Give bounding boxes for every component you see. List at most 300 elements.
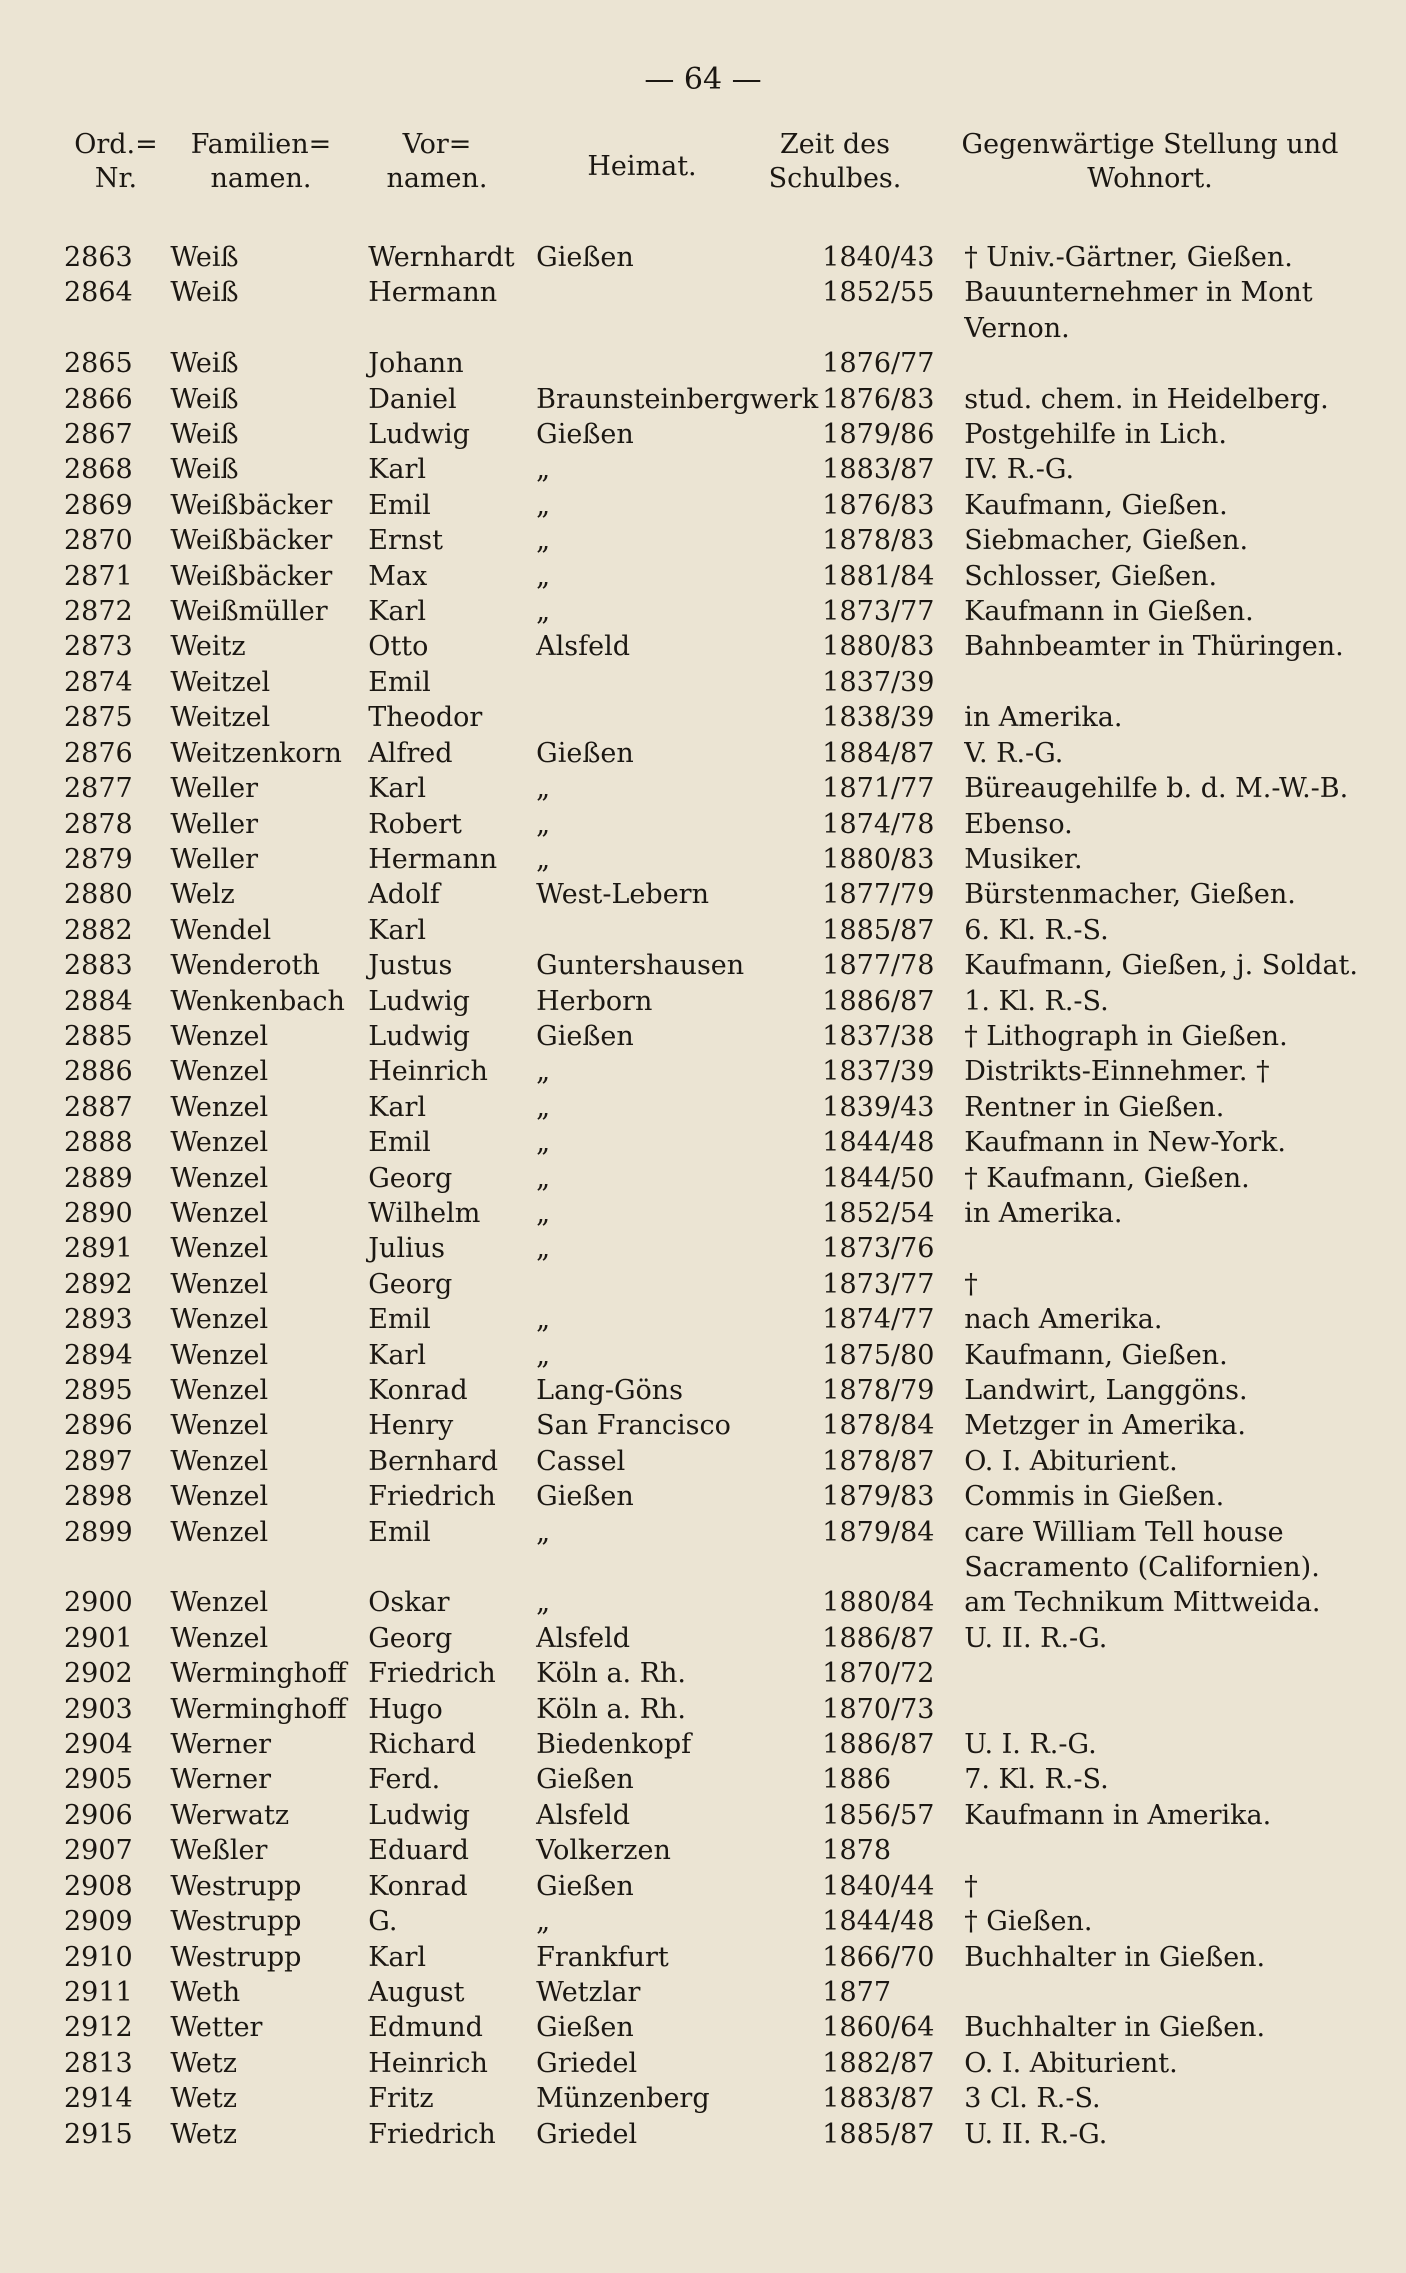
table-row <box>64 1798 1406 1833</box>
entry-number: 2908 <box>64 1870 133 1902</box>
school-period: 1875/80 <box>822 1339 935 1371</box>
table-row <box>64 1161 1406 1196</box>
first-name: Heinrich <box>368 1056 488 1088</box>
table-row <box>64 877 1406 912</box>
entry-number: 2893 <box>64 1304 133 1336</box>
current-position: Büreaugehilfe b. d. M.-W.-B. <box>964 773 1349 805</box>
table-row <box>64 1196 1406 1231</box>
school-period: 1844/50 <box>822 1162 935 1194</box>
family-name: Wenzel <box>170 1339 269 1371</box>
hometown: „ <box>536 1091 551 1123</box>
school-period: 1877 <box>822 1976 892 2008</box>
table-row <box>64 807 1406 842</box>
header-ord: Ord.= Nr. <box>74 129 158 194</box>
current-position: Buchhalter in Gießen. <box>964 2012 1266 2044</box>
current-position: O. I. Abiturient. <box>964 2047 1178 2079</box>
school-period: 1878/84 <box>822 1410 935 1442</box>
family-name: Welz <box>170 879 235 911</box>
current-position: in Amerika. <box>964 702 1123 734</box>
first-name: Hermann <box>368 277 498 309</box>
current-position: Musiker. <box>964 843 1083 875</box>
entry-number: 2876 <box>64 737 133 769</box>
entry-number: 2898 <box>64 1481 133 1513</box>
table-row <box>64 1444 1406 1479</box>
hometown: Biedenkopf <box>536 1729 692 1761</box>
family-name: Werner <box>170 1764 272 1796</box>
school-period: 1880/84 <box>822 1587 935 1619</box>
current-position: Kaufmann in Amerika. <box>964 1799 1272 1831</box>
family-name: Wenzel <box>170 1375 269 1406</box>
school-period: 1873/76 <box>822 1233 935 1265</box>
current-position <box>956 1833 1406 1868</box>
entry-number: 2813 <box>64 2047 133 2079</box>
hometown: „ <box>536 773 551 805</box>
current-position: stud. chem. in Heidelberg. <box>964 383 1329 415</box>
current-position: Kaufmann in Gießen. <box>964 596 1254 628</box>
family-name: Weller <box>170 773 259 805</box>
entry-number: 2907 <box>64 1835 133 1867</box>
hometown: „ <box>536 1162 551 1194</box>
entry-number: 2864 <box>64 277 133 309</box>
first-name: Julius <box>368 1233 445 1265</box>
hometown: Braunsteinbergwerk <box>536 383 819 415</box>
school-period: 1852/55 <box>822 277 935 309</box>
hometown: „ <box>536 489 551 521</box>
current-position: Kaufmann in New-York. <box>964 1127 1286 1159</box>
hometown: „ <box>536 1906 551 1938</box>
table-row <box>64 240 1406 275</box>
current-position: 3 Cl. R.-S. <box>964 2083 1101 2115</box>
hometown: Frankfurt <box>536 1941 669 1973</box>
current-position <box>956 346 1406 381</box>
entry-number: 2884 <box>64 985 133 1017</box>
register-table <box>64 240 1406 2152</box>
school-period: 1876/77 <box>822 348 935 380</box>
family-name: Weßler <box>170 1835 268 1867</box>
first-name: Oskar <box>368 1587 450 1619</box>
hometown: Gießen <box>536 737 634 769</box>
family-name: Wenzel <box>170 1020 269 1052</box>
table-row <box>64 1231 1406 1266</box>
first-name: Karl <box>368 773 427 805</box>
family-name: Wenzel <box>170 1445 269 1477</box>
current-position <box>956 1975 1406 2010</box>
entry-number: 2894 <box>64 1339 133 1371</box>
table-row <box>64 275 1406 346</box>
family-name: Wenzel <box>170 1516 269 1548</box>
current-position: care William Tell house Sacramento (Californien). <box>964 1516 1320 1584</box>
hometown: Gießen <box>536 2012 634 2044</box>
hometown <box>536 1267 818 1302</box>
hometown: „ <box>536 1516 551 1548</box>
entry-number: 2889 <box>64 1162 133 1194</box>
school-period: 1874/78 <box>822 808 935 840</box>
school-period: 1886 <box>822 1764 892 1796</box>
first-name: Karl <box>368 1941 427 1973</box>
first-name: G. <box>368 1906 398 1938</box>
hometown <box>536 913 818 948</box>
hometown: „ <box>536 596 551 628</box>
hometown: „ <box>536 1197 551 1229</box>
hometown: „ <box>536 1339 551 1371</box>
entry-number: 2905 <box>64 1764 133 1796</box>
table-row <box>64 594 1406 629</box>
entry-number: 2869 <box>64 489 133 521</box>
family-name: Weißbäcker <box>170 560 333 592</box>
hometown: Gießen <box>536 1764 634 1796</box>
current-position: Metzger in Amerika. <box>964 1410 1246 1442</box>
table-row <box>64 1373 1406 1408</box>
school-period: 1876/83 <box>822 383 935 415</box>
table-row <box>64 1090 1406 1125</box>
hometown: Gießen <box>536 419 634 451</box>
current-position: Buchhalter in Gießen. <box>964 1941 1266 1973</box>
first-name: Karl <box>368 1091 427 1123</box>
school-period: 1878 <box>822 1835 892 1867</box>
first-name: Georg <box>368 1268 453 1300</box>
current-position: U. II. R.-G. <box>964 2118 1108 2150</box>
table-row <box>64 913 1406 948</box>
first-name: Georg <box>368 1622 453 1654</box>
hometown <box>536 665 818 700</box>
table-row <box>64 417 1406 452</box>
hometown: West-Lebern <box>536 879 709 911</box>
table-row <box>64 1727 1406 1762</box>
school-period: 1878/83 <box>822 525 935 557</box>
family-name: Wenzel <box>170 1268 269 1300</box>
current-position: Kaufmann, Gießen. <box>964 1339 1228 1371</box>
entry-number: 2878 <box>64 808 133 840</box>
table-row <box>64 665 1406 700</box>
table-row <box>64 559 1406 594</box>
first-name: Karl <box>368 914 427 946</box>
first-name: Karl <box>368 596 427 628</box>
entry-number: 2866 <box>64 383 133 415</box>
current-position: O. I. Abiturient. <box>964 1445 1178 1477</box>
first-name: Friedrich <box>368 1658 496 1690</box>
hometown <box>536 346 818 381</box>
school-period: 1884/87 <box>822 737 935 769</box>
table-row <box>64 1621 1406 1656</box>
entry-number: 2897 <box>64 1445 133 1477</box>
family-name: Wenzel <box>170 1056 269 1088</box>
first-name: Richard <box>368 1729 476 1761</box>
page-number: — 64 — <box>644 62 762 97</box>
entry-number: 2873 <box>64 631 133 663</box>
hometown: Cassel <box>536 1445 626 1477</box>
table-row <box>64 629 1406 664</box>
family-name: Weißbäcker <box>170 525 333 557</box>
hometown: Griedel <box>536 2118 638 2150</box>
table-row <box>64 1904 1406 1939</box>
family-name: Wetz <box>170 2083 237 2115</box>
table-row <box>64 1869 1406 1904</box>
entry-number: 2903 <box>64 1693 133 1725</box>
school-period: 1856/57 <box>822 1799 935 1831</box>
school-period: 1838/39 <box>822 702 935 734</box>
family-name: Wenzel <box>170 1622 269 1654</box>
first-name: Wilhelm <box>368 1197 481 1229</box>
entry-number: 2867 <box>64 419 133 451</box>
header-zeit: Zeit des Schulbes. <box>768 129 902 194</box>
family-name: Wenzel <box>170 1197 269 1229</box>
first-name: Heinrich <box>368 2047 488 2079</box>
school-period: 1879/86 <box>822 419 935 451</box>
family-name: Westrupp <box>170 1870 302 1902</box>
first-name: Robert <box>368 808 462 840</box>
current-position: U. II. R.-G. <box>964 1622 1108 1654</box>
family-name: Weitz <box>170 631 246 663</box>
family-name: Wenzel <box>170 1410 269 1442</box>
entry-number: 2871 <box>64 560 133 592</box>
entry-number: 2895 <box>64 1375 133 1406</box>
first-name: Karl <box>368 454 427 486</box>
entry-number: 2877 <box>64 773 133 805</box>
family-name: Weißmüller <box>170 596 328 628</box>
table-row <box>64 1338 1406 1373</box>
school-period: 1870/73 <box>822 1693 935 1725</box>
first-name: Emil <box>368 666 431 698</box>
table-row <box>64 2010 1406 2045</box>
family-name: Wenderoth <box>170 950 320 982</box>
table-row <box>64 523 1406 558</box>
entry-number: 2875 <box>64 702 133 734</box>
hometown: Griedel <box>536 2047 638 2079</box>
table-row <box>64 452 1406 487</box>
school-period: 1839/43 <box>822 1091 935 1123</box>
hometown: „ <box>536 843 551 875</box>
first-name: Otto <box>368 631 429 663</box>
school-period: 1877/78 <box>822 950 935 982</box>
school-period: 1883/87 <box>822 454 935 486</box>
school-period: 1840/44 <box>822 1870 935 1902</box>
entry-number: 2914 <box>64 2083 133 2115</box>
hometown: Lang-Göns <box>536 1375 684 1406</box>
header-stellung: Gegenwärtige Stellung und Wohnort. <box>961 129 1339 194</box>
current-position <box>956 1656 1406 1691</box>
table-row <box>64 1515 1406 1586</box>
family-name: Weitzenkorn <box>170 737 342 769</box>
school-period: 1873/77 <box>822 1268 935 1300</box>
current-position: Landwirt, Langgöns. <box>964 1375 1248 1406</box>
school-period: 1885/87 <box>822 914 935 946</box>
family-name: Weiß <box>170 419 239 451</box>
school-period: 1880/83 <box>822 631 935 663</box>
school-period: 1886/87 <box>822 1729 935 1761</box>
school-period: 1837/39 <box>822 1056 935 1088</box>
table-row <box>64 346 1406 381</box>
current-position <box>956 1231 1406 1266</box>
table-row <box>64 2046 1406 2081</box>
first-name: Georg <box>368 1162 453 1194</box>
entry-number: 2912 <box>64 2012 133 2044</box>
current-position: Bahnbeamter in Thüringen. <box>964 631 1344 663</box>
school-period: 1877/79 <box>822 879 935 911</box>
family-name: Weiß <box>170 383 239 415</box>
hometown: „ <box>536 1127 551 1159</box>
family-name: Wetz <box>170 2118 237 2150</box>
entry-number: 2870 <box>64 525 133 557</box>
school-period: 1883/87 <box>822 2083 935 2115</box>
entry-number: 2901 <box>64 1622 133 1654</box>
entry-number: 2891 <box>64 1233 133 1265</box>
first-name: Friedrich <box>368 2118 496 2150</box>
entry-number: 2892 <box>64 1268 133 1300</box>
family-name: Weitzel <box>170 666 271 698</box>
table-row <box>64 948 1406 983</box>
hometown: „ <box>536 1587 551 1619</box>
first-name: Emil <box>368 1516 431 1548</box>
entry-number: 2886 <box>64 1056 133 1088</box>
school-period: 1886/87 <box>822 985 935 1017</box>
hometown: „ <box>536 560 551 592</box>
first-name: Max <box>368 560 428 592</box>
family-name: Weth <box>170 1976 241 2008</box>
school-period: 1880/83 <box>822 843 935 875</box>
family-name: Wenkenbach <box>170 985 345 1017</box>
entry-number: 2863 <box>64 242 133 273</box>
header-familiennamen: Familien= namen. <box>190 129 332 194</box>
first-name: Alfred <box>368 737 453 769</box>
hometown: Gießen <box>536 1870 634 1902</box>
first-name: Justus <box>368 950 453 982</box>
first-name: Hermann <box>368 843 498 875</box>
family-name: Wenzel <box>170 1091 269 1123</box>
school-period: 1879/83 <box>822 1481 935 1513</box>
family-name: Werner <box>170 1729 272 1761</box>
first-name: Konrad <box>368 1375 468 1406</box>
hometown: San Francisco <box>536 1410 731 1442</box>
first-name: Johann <box>368 348 464 380</box>
first-name: Bernhard <box>368 1445 499 1477</box>
school-period: 1871/77 <box>822 773 935 805</box>
school-period: 1882/87 <box>822 2047 935 2079</box>
family-name: Westrupp <box>170 1941 302 1973</box>
school-period: 1860/64 <box>822 2012 935 2044</box>
family-name: Wendel <box>170 914 272 946</box>
table-row <box>64 1940 1406 1975</box>
table-row <box>64 382 1406 417</box>
first-name: Konrad <box>368 1870 468 1902</box>
current-position: Postgehilfe in Lich. <box>964 419 1227 451</box>
school-period: 1878/87 <box>822 1445 935 1477</box>
current-position: in Amerika. <box>964 1197 1123 1229</box>
entry-number: 2872 <box>64 596 133 628</box>
table-row <box>64 1019 1406 1054</box>
table-row <box>64 1479 1406 1514</box>
table-row <box>64 842 1406 877</box>
family-name: Weiß <box>170 454 239 486</box>
entry-number: 2904 <box>64 1729 133 1761</box>
hometown: „ <box>536 1056 551 1088</box>
school-period: 1878/79 <box>822 1375 935 1406</box>
entry-number: 2906 <box>64 1799 133 1831</box>
table-row <box>64 700 1406 735</box>
family-name: Weiß <box>170 348 239 380</box>
entry-number: 2911 <box>64 1976 133 2008</box>
entry-number: 2868 <box>64 454 133 486</box>
first-name: Ludwig <box>368 985 470 1017</box>
school-period: 1881/84 <box>822 560 935 592</box>
current-position: V. R.-G. <box>964 737 1064 769</box>
hometown: „ <box>536 808 551 840</box>
first-name: August <box>368 1976 465 2008</box>
school-period: 1866/70 <box>822 1941 935 1973</box>
hometown: Gießen <box>536 1020 634 1052</box>
current-position: Siebmacher, Gießen. <box>964 525 1249 557</box>
family-name: Weißbäcker <box>170 489 333 521</box>
current-position <box>956 1692 1406 1727</box>
table-row <box>64 1408 1406 1443</box>
current-position: Distrikts-Einnehmer. † <box>964 1056 1270 1088</box>
table-row <box>64 1692 1406 1727</box>
hometown: Alsfeld <box>536 1799 631 1831</box>
family-name: Wenzel <box>170 1481 269 1513</box>
hometown: „ <box>536 1304 551 1336</box>
table-row <box>64 1833 1406 1868</box>
school-period: 1876/83 <box>822 489 935 521</box>
first-name: Karl <box>368 1339 427 1371</box>
hometown: Gießen <box>536 242 634 273</box>
hometown: Volkerzen <box>536 1835 671 1867</box>
current-position <box>956 665 1406 700</box>
entry-number: 2888 <box>64 1127 133 1159</box>
table-row <box>64 1975 1406 2010</box>
family-name: Weiß <box>170 277 239 309</box>
school-period: 1874/77 <box>822 1304 935 1336</box>
family-name: Wenzel <box>170 1162 269 1194</box>
table-row <box>64 2081 1406 2116</box>
header-vornamen: Vor= namen. <box>386 129 488 194</box>
first-name: Ludwig <box>368 1799 470 1831</box>
family-name: Wenzel <box>170 1233 269 1265</box>
current-position: am Technikum Mittweida. <box>964 1587 1321 1619</box>
school-period: 1844/48 <box>822 1127 935 1159</box>
current-position: 6. Kl. R.-S. <box>964 914 1109 946</box>
table-row <box>64 1762 1406 1797</box>
family-name: Wenzel <box>170 1587 269 1619</box>
school-period: 1837/38 <box>822 1020 935 1052</box>
hometown: Köln a. Rh. <box>536 1693 687 1725</box>
current-position: † <box>964 1268 978 1300</box>
table-row <box>64 1585 1406 1620</box>
hometown: Alsfeld <box>536 1622 631 1654</box>
first-name: Ludwig <box>368 419 470 451</box>
family-name: Wetter <box>170 2012 263 2044</box>
hometown: Münzenberg <box>536 2083 710 2115</box>
current-position: † <box>964 1870 978 1902</box>
first-name: Emil <box>368 489 431 521</box>
family-name: Weller <box>170 808 259 840</box>
family-name: Wenzel <box>170 1304 269 1336</box>
first-name: Henry <box>368 1410 454 1442</box>
first-name: Adolf <box>368 879 440 911</box>
entry-number: 2885 <box>64 1020 133 1052</box>
family-name: Wetz <box>170 2047 237 2079</box>
school-period: 1852/54 <box>822 1197 935 1229</box>
current-position: Kaufmann, Gießen. <box>964 489 1228 521</box>
entry-number: 2909 <box>64 1906 133 1938</box>
hometown: Alsfeld <box>536 631 631 663</box>
school-period: 1840/43 <box>822 242 935 273</box>
first-name: Emil <box>368 1304 431 1336</box>
table-row <box>64 1656 1406 1691</box>
hometown: Wetzlar <box>536 1976 641 2008</box>
hometown: Herborn <box>536 985 653 1017</box>
table-row <box>64 1302 1406 1337</box>
register-rows <box>64 240 1406 2152</box>
family-name: Werminghoff <box>170 1658 347 1690</box>
